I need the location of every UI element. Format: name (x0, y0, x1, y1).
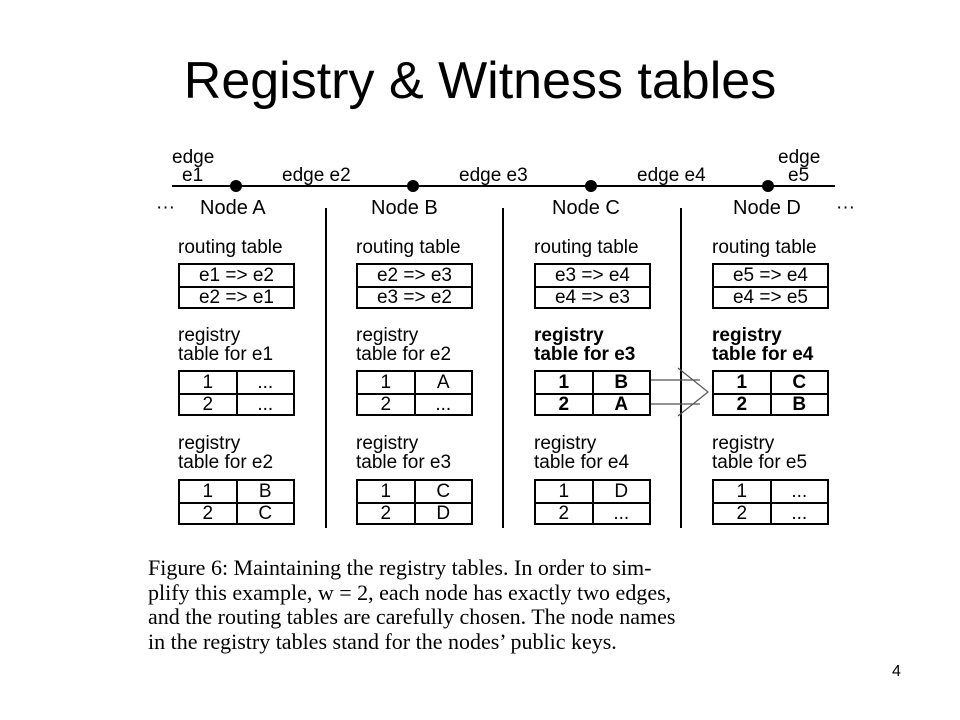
node-a-dot (230, 180, 242, 192)
table-cell: A (414, 372, 472, 393)
table-cell: 2 (202, 502, 214, 524)
table-row (180, 481, 293, 502)
registry-label-line2: table for e4 (534, 452, 630, 473)
table-cell: 2 (380, 502, 392, 524)
table-cell: D (414, 504, 472, 523)
table-cell: 1 (202, 371, 214, 393)
registry-label-line2: table for e3 (534, 344, 636, 365)
registry-label-line2: table for e4 (712, 344, 814, 365)
table-cell: 1 (736, 480, 748, 502)
table-cell: e1 => e2 (198, 264, 275, 286)
registry-label-line1: registry (178, 325, 241, 346)
registry-label-line1: registry (534, 325, 604, 346)
table-cell: e2 => e3 (376, 264, 453, 286)
routing-table-label: routing table (712, 237, 817, 258)
table-cell: B (236, 481, 294, 502)
table-cell: 2 (558, 393, 570, 415)
table-cell: 1 (558, 480, 570, 502)
routing-table-label: routing table (178, 237, 283, 258)
table-row (358, 393, 471, 414)
table-row (536, 265, 649, 286)
table-row (714, 372, 827, 393)
caption-line: and the routing tables are carefully chosen. The node names (148, 604, 676, 629)
registry-label-line2: table for e3 (356, 452, 452, 473)
caption-line: in the registry tables stand for the nodes’ public keys. (148, 628, 617, 654)
node-c-dot (585, 180, 597, 192)
edge-e1-label-top: edge (172, 147, 215, 168)
edge-e5-label-top: edge (778, 147, 821, 168)
table-cell: e4 => e5 (732, 286, 809, 308)
table-cell: 2 (558, 502, 570, 524)
table-cell: 1 (380, 480, 392, 502)
table-row (714, 502, 827, 523)
table-cell: A (592, 395, 650, 414)
registry-label-line2: table for e2 (178, 452, 274, 473)
node-name: Node B (371, 197, 438, 219)
registry-label-line1: registry (712, 433, 775, 454)
table-cell: ... (770, 481, 828, 502)
table-cell: B (592, 372, 650, 393)
registry-table-1 (712, 370, 829, 416)
node-name: Node A (200, 197, 266, 219)
edge-e1-label-bottom: e1 (182, 165, 204, 186)
table-row (536, 502, 649, 523)
routing-table-label: routing table (534, 237, 639, 258)
registry-label-line1: registry (534, 433, 597, 454)
registry-label-line2: table for e5 (712, 452, 808, 473)
table-cell: e3 => e4 (554, 264, 631, 286)
routing-table (178, 263, 295, 309)
table-row (180, 265, 293, 286)
routing-table-label: routing table (356, 237, 461, 258)
table-cell: ... (236, 395, 294, 414)
table-row (714, 393, 827, 414)
caption-line: plify this example, w = 2, each node has exactly two edges, (148, 579, 672, 605)
table-row (358, 286, 471, 307)
table-cell: 1 (380, 371, 392, 393)
table-cell: 2 (380, 393, 392, 415)
table-row (180, 372, 293, 393)
table-row (536, 372, 649, 393)
table-cell: D (592, 481, 650, 502)
edge-e5-label-bottom: e5 (788, 165, 810, 186)
routing-table (356, 263, 473, 309)
registry-table-1 (356, 370, 473, 416)
ellipsis-right: ··· (836, 197, 855, 218)
table-row (358, 502, 471, 523)
table-cell: 2 (736, 393, 748, 415)
registry-table-2 (356, 479, 473, 525)
table-cell: 2 (202, 393, 214, 415)
registry-label-line2: table for e1 (178, 344, 274, 365)
ellipsis-left: ··· (156, 197, 175, 218)
table-cell: e5 => e4 (732, 264, 809, 286)
table-cell: B (770, 395, 828, 414)
caption-line: Figure 6: Maintaining the registry tables. In order to sim- (148, 555, 652, 580)
routing-table (712, 263, 829, 309)
node-name: Node D (733, 197, 801, 219)
registry-label-line1: registry (712, 325, 782, 346)
registry-label-line1: registry (356, 325, 419, 346)
table-row (714, 265, 827, 286)
table-row (358, 481, 471, 502)
table-cell: e2 => e1 (198, 286, 275, 308)
table-cell: 1 (736, 371, 748, 393)
registry-label-line1: registry (178, 433, 241, 454)
registry-table-1 (178, 370, 295, 416)
figure-caption (148, 556, 868, 654)
registry-table-2 (534, 479, 651, 525)
page-number: 4 (892, 663, 901, 680)
table-cell: 1 (558, 371, 570, 393)
table-row (180, 502, 293, 523)
registry-table-2 (712, 479, 829, 525)
table-row (714, 286, 827, 307)
table-row (358, 372, 471, 393)
table-row (714, 481, 827, 502)
table-cell: C (770, 372, 828, 393)
registry-label-line2: table for e2 (356, 344, 452, 365)
witness-arrows (651, 368, 708, 416)
edge-e3-label: edge e3 (459, 165, 528, 186)
table-cell: 1 (202, 480, 214, 502)
table-cell: ... (770, 504, 828, 523)
table-row (536, 481, 649, 502)
table-row (536, 393, 649, 414)
table-row (180, 393, 293, 414)
table-row (536, 286, 649, 307)
table-cell: ... (236, 372, 294, 393)
routing-table (534, 263, 651, 309)
edge-e4-label: edge e4 (637, 165, 706, 186)
registry-label-line1: registry (356, 433, 419, 454)
table-cell: 2 (736, 502, 748, 524)
node-b-dot (407, 180, 419, 192)
node-d-dot (762, 180, 774, 192)
table-row (180, 286, 293, 307)
table-cell: ... (592, 504, 650, 523)
node-name: Node C (552, 197, 620, 219)
table-cell: ... (414, 395, 472, 414)
table-cell: C (236, 504, 294, 523)
table-cell: e4 => e3 (554, 286, 631, 308)
table-row (358, 265, 471, 286)
edge-e2-label: edge e2 (282, 165, 351, 186)
slide-title: Registry & Witness tables (183, 52, 777, 110)
registry-table-2 (178, 479, 295, 525)
table-cell: e3 => e2 (376, 286, 453, 308)
table-cell: C (414, 481, 472, 502)
registry-table-1 (534, 370, 651, 416)
